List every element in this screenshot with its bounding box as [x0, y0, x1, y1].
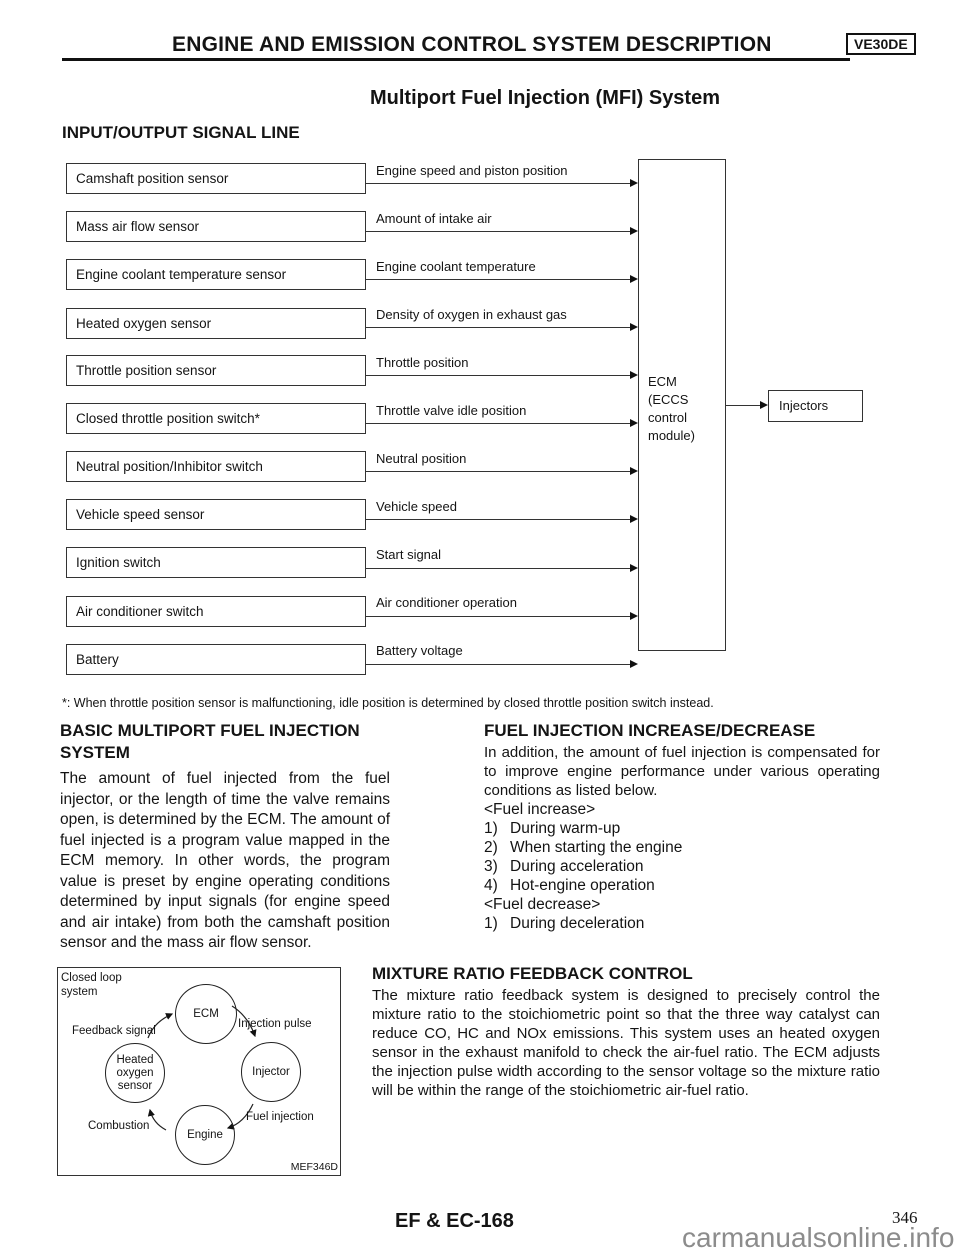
item-number: 2)	[484, 839, 498, 856]
signal-label: Battery voltage	[376, 643, 463, 658]
edge-label: Combustion	[88, 1120, 150, 1132]
sensor-box: Air conditioner switch	[66, 596, 366, 627]
item-text: During acceleration	[510, 858, 644, 875]
signal-label: Engine speed and piston position	[376, 163, 568, 178]
signal-label: Density of oxygen in exhaust gas	[376, 307, 567, 322]
arrow-right-icon	[366, 327, 630, 328]
ecm-label-line: control	[648, 410, 688, 425]
edge-label: Feedback signal	[72, 1025, 156, 1037]
item-text: During warm-up	[510, 820, 621, 837]
page-subtitle: Multiport Fuel Injection (MFI) System	[370, 87, 720, 109]
injector-node: Injector	[241, 1042, 301, 1102]
closed-loop-diagram	[57, 967, 341, 1176]
basic-mfi-section	[60, 720, 390, 954]
sensor-box: Ignition switch	[66, 547, 366, 578]
increase-list	[484, 819, 880, 895]
decrease-list	[484, 914, 880, 933]
item-text: When starting the engine	[510, 839, 683, 856]
arrow-right-icon	[366, 183, 630, 184]
list-item	[484, 876, 880, 895]
sensor-box: Heated oxygen sensor	[66, 308, 366, 339]
header-rule	[62, 58, 850, 61]
list-item	[484, 819, 880, 838]
io-section-heading: INPUT/OUTPUT SIGNAL LINE	[62, 123, 300, 142]
sensor-box: Battery	[66, 644, 366, 675]
section-heading: FUEL INJECTION INCREASE/DECREASE	[484, 721, 816, 740]
arrow-right-icon	[366, 231, 630, 232]
signal-label: Start signal	[376, 547, 442, 562]
diagram-title-line: Closed loop	[61, 972, 122, 984]
arrow-right-icon	[366, 375, 630, 376]
item-text: Hot-engine operation	[510, 877, 655, 894]
list-item	[484, 857, 880, 876]
section-body: The mixture ratio feedback system is designed to precisely control the mixture ratio to the stoichiometric point so that the three way catalyst can reduce CO, HC and NOx emissions. This system uses an heated oxygen sensor in the exhaust manifold to check the air-fuel ratio. The ECM adjusts the injection pulse width according to the sensor voltage so the mixture ratio will be within the range of the stoichiometric air-fuel ratio.	[372, 987, 880, 1099]
injectors-box: Injectors	[768, 390, 863, 422]
watermark: carmanualsonline.info	[682, 1222, 955, 1253]
section-page-code: EF & EC-168	[395, 1210, 514, 1232]
ecm-label	[648, 373, 695, 445]
sensor-box: Engine coolant temperature sensor	[66, 259, 366, 290]
signal-label: Throttle position	[376, 355, 469, 370]
heated-oxygen-sensor-node	[105, 1043, 165, 1103]
node-label-line: oxygen	[116, 1066, 154, 1079]
arrow-right-icon	[366, 568, 630, 569]
signal-label: Neutral position	[376, 451, 467, 466]
section-body: The amount of fuel injected from the fuel injector, or the length of time the valve remains open, is determined by the ECM. The amount of fuel injected is a program value mapped in the ECM memory. In other words, the program value is preset by engine operating conditions determined by input signals (for engine speed and air intake) from both the camshaft position sensor and the mass air flow sensor.	[60, 770, 390, 951]
item-number: 1)	[484, 820, 498, 837]
item-number: 1)	[484, 915, 498, 932]
ecm-node: ECM	[175, 984, 237, 1044]
arrow-right-icon	[366, 664, 630, 665]
engine-node: Engine	[175, 1105, 235, 1165]
arrow-right-icon	[366, 423, 630, 424]
diagram-title-line: system	[61, 986, 98, 998]
sensor-box: Closed throttle position switch*	[66, 403, 366, 434]
page-number: 346	[892, 1208, 918, 1227]
signal-label: Throttle valve idle position	[376, 403, 527, 418]
section-heading: BASIC MULTIPORT FUEL INJECTION SYSTEM	[60, 721, 360, 762]
engine-badge: VE30DE	[846, 33, 916, 55]
mixture-ratio-section	[372, 963, 880, 1100]
arrow-right-icon	[366, 279, 630, 280]
sensor-box: Camshaft position sensor	[66, 163, 366, 194]
footnote: *: When throttle position sensor is malfunctioning, idle position is determined by closed throttle position switch instead.	[62, 696, 714, 710]
increase-label: <Fuel increase>	[484, 801, 596, 818]
page-header-title: ENGINE AND EMISSION CONTROL SYSTEM DESCRIPTION	[172, 33, 772, 56]
ecm-label-line: ECM	[648, 374, 677, 389]
sensor-box: Throttle position sensor	[66, 355, 366, 386]
sensor-box: Vehicle speed sensor	[66, 499, 366, 530]
section-heading: MIXTURE RATIO FEEDBACK CONTROL	[372, 964, 693, 983]
arrow-right-icon	[366, 519, 630, 520]
arrow-right-icon	[366, 616, 630, 617]
ecm-label-line: module)	[648, 428, 695, 443]
fuel-increase-decrease-section	[484, 720, 880, 933]
signal-label: Air conditioner operation	[376, 595, 517, 610]
edge-label: Injection pulse	[238, 1018, 312, 1030]
section-body: In addition, the amount of fuel injection is compensated for to improve engine performance under various operating conditions as listed below.	[484, 744, 880, 799]
arrow-right-icon	[726, 405, 760, 406]
ecm-label-line: (ECCS	[648, 392, 689, 407]
signal-label: Vehicle speed	[376, 499, 457, 514]
node-label-line: Heated	[116, 1053, 154, 1066]
sensor-box: Mass air flow sensor	[66, 211, 366, 242]
item-number: 3)	[484, 858, 498, 875]
item-text: During deceleration	[510, 915, 645, 932]
signal-label: Amount of intake air	[376, 211, 492, 226]
item-number: 4)	[484, 877, 498, 894]
figure-code: MEF346D	[290, 1161, 338, 1173]
arrow-right-icon	[366, 471, 630, 472]
node-label-line: sensor	[117, 1079, 153, 1092]
edge-label: Fuel injection	[246, 1111, 314, 1123]
list-item	[484, 914, 880, 933]
list-item	[484, 838, 880, 857]
sensor-box: Neutral position/Inhibitor switch	[66, 451, 366, 482]
decrease-label: <Fuel decrease>	[484, 896, 601, 913]
signal-label: Engine coolant temperature	[376, 259, 536, 274]
